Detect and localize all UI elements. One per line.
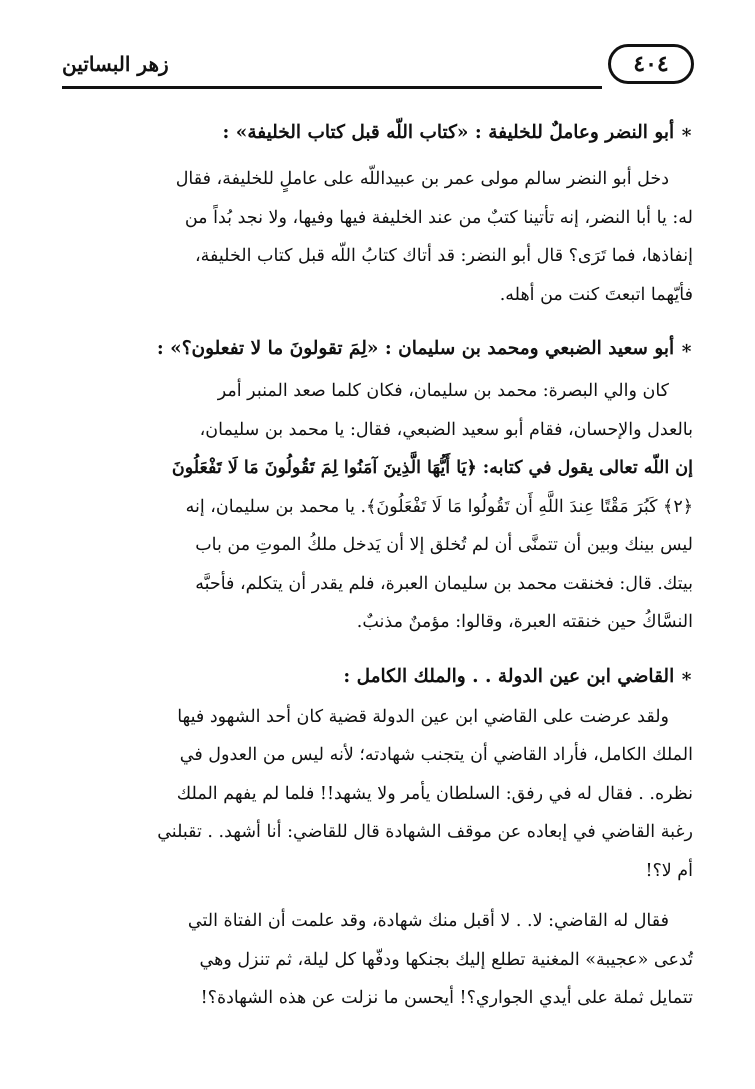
star-bullet: ∗ bbox=[680, 338, 693, 359]
section-heading bbox=[65, 334, 693, 364]
text-line: له: يا أبا النضر، إنه تأتينا كتبٌ من عند الخليفة فيها وفيها، ولا نجد بُداً من bbox=[184, 207, 693, 228]
text-line: النسَّاكُ حين خنقته العبرة، وقالوا: مؤمنٌ مذنبٌ. bbox=[356, 612, 693, 632]
star-bullet: ∗ bbox=[680, 665, 693, 687]
text-line: نظره. . فقال له في رفق: السلطان يأمر ولا يشهد!! فلما لم يفهم الملك bbox=[176, 783, 693, 804]
page-number: ٤٠٤ bbox=[608, 44, 694, 84]
header-rule bbox=[62, 86, 602, 89]
text-line: فأيّهما اتبعتَ كنت من أهله. bbox=[499, 284, 693, 305]
text-line: تتمايل ثملة على أيدي الجواري؟! أيحسن ما نزلت عن هذه الشهادة؟! bbox=[200, 988, 693, 1008]
text-line: ﴿٢﴾ كَبُرَ مَقْتًا عِندَ اللَّهِ أَن تَقُولُوا مَا لَا تَفْعَلُونَ﴾. يا محمد بن سليمان، إنه bbox=[185, 496, 693, 517]
heading-text: القاضي ابن عين الدولة . . والملك الكامل : bbox=[343, 665, 675, 687]
text-line: رغبة القاضي في إبعاده عن موقف الشهادة قال للقاضي: أنا أشهد. . تقبلني bbox=[157, 822, 693, 842]
heading-text: أبو سعيد الضبعي ومحمد بن سليمان : «لِمَ تقولونَ ما لا تفعلون؟» : bbox=[156, 338, 675, 359]
star-bullet: ∗ bbox=[680, 122, 693, 143]
text-line: ليس بينك وبين أن تتمنَّى أن لم تُخلق إلا أن يَدخل ملكُ الموتِ من باب bbox=[195, 535, 693, 555]
text-line: إن اللّه تعالى يقول في كتابه: ﴿يَا أَيُّهَا الَّذِينَ آمَنُوا لِمَ تَقُولُونَ مَا لَا تَفْعَلُونَ bbox=[171, 458, 693, 478]
text-line: بالعدل والإحسان، فقام أبو سعيد الضبعي، فقال: يا محمد بن سليمان، bbox=[199, 419, 693, 440]
running-title: زهر البساتين bbox=[62, 52, 169, 76]
text-line: ولقد عرضت على القاضي ابن عين الدولة قضية كان أحد الشهود فيها bbox=[177, 706, 669, 727]
heading-text: أبو النضر وعاملٌ للخليفة : «كتاب اللّه قبل كتاب الخليفة» : bbox=[222, 122, 675, 143]
text-line: بيتك. قال: فخنقت محمد بن سليمان العبرة، فلم يقدر أن يتكلم، فأحبَّه bbox=[195, 573, 693, 594]
page-header bbox=[62, 42, 694, 92]
text-line: كان والي البصرة: محمد بن سليمان، فكان كلما صعد المنبر أمر bbox=[217, 381, 669, 401]
text-line: فقال له القاضي: لا. . لا أقبل منك شهادة، وقد علمت أن الفتاة التي bbox=[187, 911, 669, 931]
text-line: أم لا؟! bbox=[645, 860, 693, 881]
text-line: تُدعى «عجيبة» المغنية تطلع إليك بجنكها ودفّها كل ليلة، ثم تنزل وهي bbox=[199, 949, 693, 970]
section-heading bbox=[65, 118, 693, 148]
text-line: دخل أبو النضر سالم مولى عمر بن عبيداللّه على عاملٍ للخليفة، فقال bbox=[175, 169, 669, 189]
section-heading bbox=[65, 662, 693, 692]
text-line: إنفاذها، فما تَرَى؟ قال أبو النضر: قد أتاك كتابُ اللّه قبل كتاب الخليفة، bbox=[195, 246, 693, 266]
page-body bbox=[65, 118, 693, 1018]
paragraph bbox=[65, 160, 693, 199]
text-line: الملك الكامل، فأراد القاضي أن يتجنب شهادته؛ لأنه ليس من العدول في bbox=[179, 745, 693, 765]
